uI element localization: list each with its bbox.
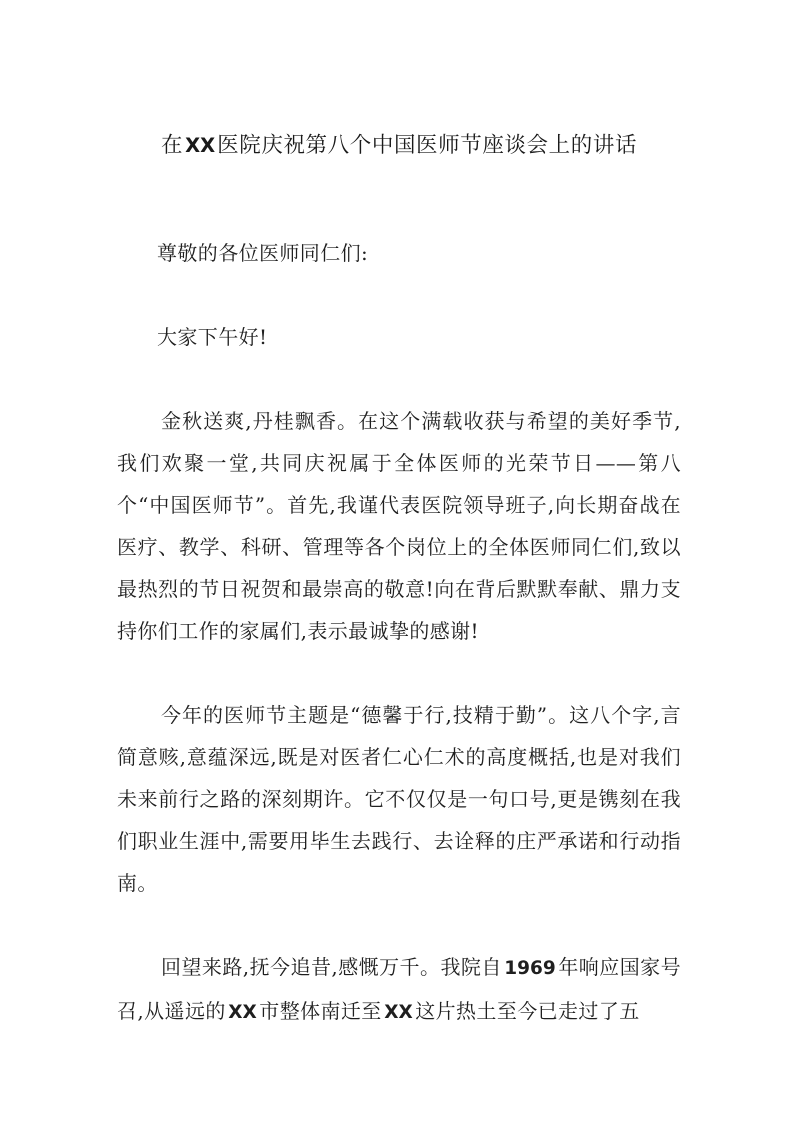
greeting-line: 大家下午好! bbox=[157, 325, 268, 349]
salutation-line: 尊敬的各位医师同仁们: bbox=[157, 241, 369, 265]
body-paragraph: 今年的医师节主题是“德馨于行,技精于勤”。这八个字,言简意赅,意蕴深远,既是对医者仁心仁术的高度概括,也是对我们未来前行之路的深刻期许。它不仅仅是一句口号,更是镌刻在我们职业生涯中,需要用毕生去践行、去诠释的庄严承诺和行动指南。 bbox=[117, 703, 681, 895]
document-content bbox=[117, 0, 681, 1034]
body-paragraph: 回望来路,抚今追昔,感慨万千。我院自 1969 年响应国家号召,从遥远的 XX 市整体南迁至 XX 这片热土至今已走过了五 bbox=[117, 955, 681, 1023]
latin-run: XX bbox=[384, 1002, 413, 1023]
page-title: 在 XX医院庆祝第八个中国医师节座谈会上的讲话 bbox=[160, 133, 638, 158]
latin-run: XX bbox=[185, 134, 216, 157]
latin-run: 1969 bbox=[504, 958, 556, 979]
body-paragraph: 金秋送爽,丹桂飘香。在这个满载收获与希望的美好季节,我们欢聚一堂,共同庆祝属于全体医师的光荣节日——第八个“中国医师节”。首先,我谨代表医院领导班子,向长期奋战在医疗、教学、科研、管理等各个岗位上的全体医师同仁们,致以最热烈的节日祝贺和最崇高的敬意!向在背后默默奉献、鼎力支持你们工作的家属们,表示最诚挚的感谢! bbox=[117, 409, 681, 643]
latin-run: XX bbox=[228, 1002, 257, 1023]
